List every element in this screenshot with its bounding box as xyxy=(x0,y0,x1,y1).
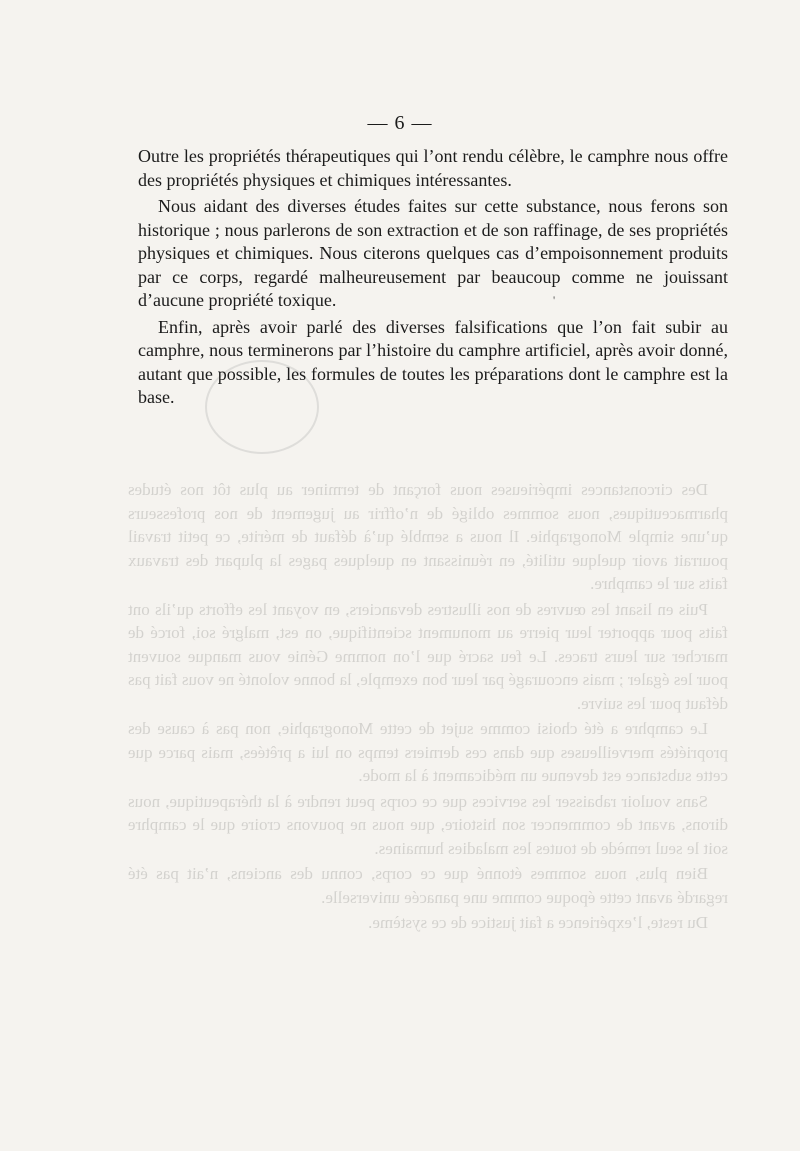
page-number: — 6 — xyxy=(367,112,433,134)
paragraph-intro: Outre les propriétés thérapeutiques qui l’ont rendu célèbre, le camphre nous offre des propriétés physiques et chimiques intéressantes. xyxy=(138,146,728,190)
stray-mark: ' xyxy=(553,293,556,307)
paragraph-plan: Nous aidant des diverses études faites sur cette substance, nous ferons son historique ; nous parlerons de son extraction et de son raffinage, de ses propriétés physiques et chimiques. Nous citerons quelques cas d’empoisonnement produits par ce corps, regardé malheureusement par beaucoup comme ne jouissant d’aucune propriété toxique. xyxy=(138,196,728,310)
reverse-side-bleed-through: Des circonstances impérieuses nous forçant de terminer au plus tôt nos études pharmaceutiques, nous sommes obligé de n’offrir au jugement de nos professeurs qu’une simple Monographie. Il nous a semblé qu’à défaut de mérite, ce petit travail pourrait avoir quelque utilité, en réunissant en quelques pages la plupart des travaux faits sur le camphre. Puis en lisant les œuvres de nos illustres devanciers, en voyant les efforts qu’ils ont faits pour apporter leur pierre au monument scientifique, on est, malgré soi, forcé de marcher sur leurs traces. Le feu sacré que l’on nomme Génie vous manque souvent pour les égaler ; mais encouragé par leur bon exemple, la bonne volonté ne vous fait pas défaut pour les suivre. Le camphre a été choisi comme sujet de cette Monographie, non pas à cause des propriétés merveilleuses que dans ces derniers temps on lui a prêtées, mais parce que cette substance est devenue un médicament à la mode. Sans vouloir rabaisser les services que ce corps peut rendre à la thérapeutique, nous dirons, avant de commencer son histoire, que nous ne pouvons croire que le camphre soit le seul remède de toutes les maladies humaines. Bien plus, nous sommes étonné que ce corps, connu des anciens, n’ait pas été regardé avant cette époque comme une panacée universelle. Du reste, l’expérience a fait justice de ce système. xyxy=(128,480,728,932)
paragraph-conclusion: Enfin, après avoir parlé des diverses falsifications que l’on fait subir au camphre, nous terminerons par l’histoire du camphre artificiel, après avoir donné, autant que possible, les formules de toutes les préparations dont le camphre est la base. xyxy=(138,316,728,407)
body-text xyxy=(138,145,728,413)
